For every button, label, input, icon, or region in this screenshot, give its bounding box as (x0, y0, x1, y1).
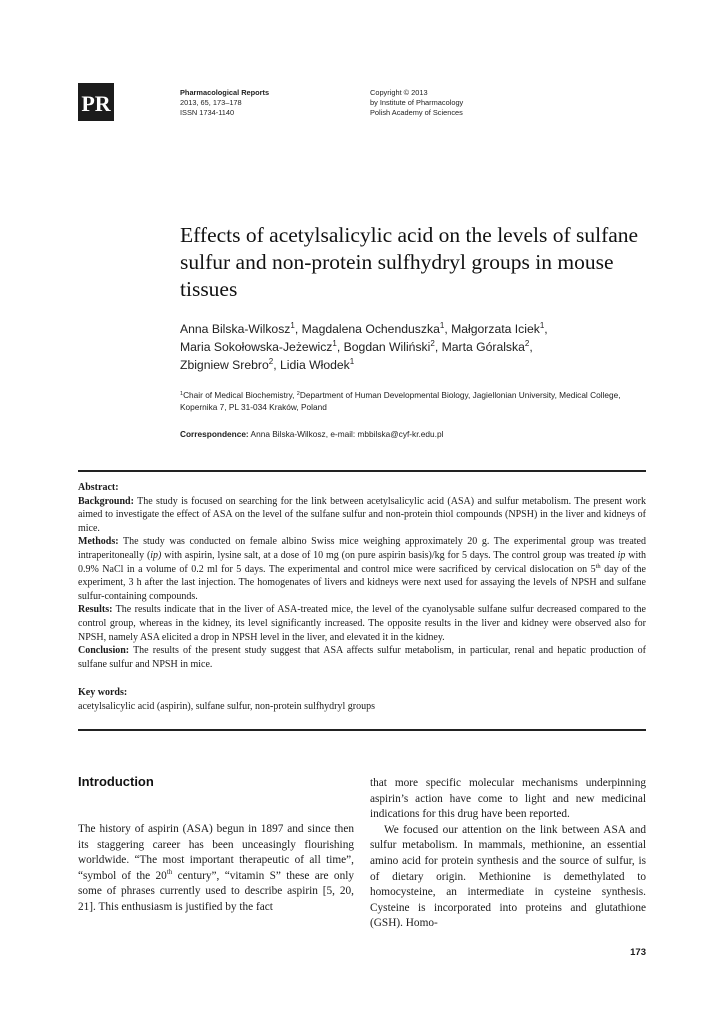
author-affiliation-mark: 1 (439, 321, 445, 330)
methods-label: Methods: (78, 536, 119, 548)
affiliation-mark: 1 (180, 391, 184, 397)
keywords-section (78, 686, 646, 713)
paragraph-superscript: th (166, 867, 173, 876)
methods-text: with 0.9% NaCl in a volume of 0.2 ml for 5 days. The experimental and control mice were sacrificed by cervical dislocation on 5 (78, 549, 647, 575)
author-name: Magdalena Ochenduszka (301, 322, 440, 336)
author-affiliation-mark: 2 (430, 339, 435, 348)
author-affiliation-mark: 2 (268, 357, 274, 366)
background-text: The study is focused on searching for the link between acetylsalicylic acid (ASA) and sulfur metabolism. The present work aimed to investigate the effect of ASA on the level of the sulfane sulfur and non-protein thiol compounds (NPSH) in the liver and kidneys of mice. (78, 495, 646, 534)
paragraph-text: century”, “vitamin S” these are only some of phrases currently used to describe aspirin [5, 20, 21]. This enthusiasm is justified by the fact (78, 869, 355, 913)
intro-paragraph-continued: that more specific molecular mechanisms underpinning aspirin’s action have come to light and new medicinal indications for this drug have been reported. (370, 777, 646, 821)
author-affiliation-mark: 1 (349, 357, 355, 366)
correspondence (180, 428, 640, 440)
abstract-heading: Abstract: (78, 482, 119, 493)
author-name: Bogdan Wiliński (343, 340, 431, 354)
keywords-text: acetylsalicylic acid (aspirin), sulfane sulfur, non-protein sulfhydryl groups (78, 700, 376, 712)
journal-issn: ISSN 1734-1140 (180, 108, 235, 117)
author-affiliation-mark: 1 (539, 321, 545, 330)
abstract-results (78, 603, 646, 644)
divider-top (78, 470, 646, 472)
author-name: Maria Sokołowska-Jeżewicz (180, 340, 333, 354)
author-name: Małgorzata Iciek (451, 322, 540, 336)
publisher-line-2: Polish Academy of Sciences (370, 108, 463, 117)
conclusion-text: The results of the present study suggest that ASA affects sulfur metabolism, in particular, renal and hepatic production of sulfane sulfur and NPSH in mice. (78, 645, 646, 670)
methods-text: day of the experiment, 3 h after the last injection. The homogenates of livers and kidneys were next used for assaying the levels of NPSH and sulfane sulfur-containing compounds. (78, 563, 646, 602)
abstract-background (78, 495, 646, 536)
author-name: Zbigniew Srebro (180, 358, 269, 372)
background-label: Background: (78, 495, 134, 507)
intro-paragraph-1 (78, 822, 354, 916)
journal-logo (78, 83, 114, 121)
correspondence-text: Anna Bilska-Wilkosz, e-mail: mbbilska@cyf-kr.edu.pl (248, 429, 444, 439)
author-list: Anna Bilska-Wilkosz$^1$, Magdalena Ochenduszka$^1$, Małgorzata Iciek$^1$, Maria Sokołowska-Jeżewicz$^1$, Bogdan Wiliński$^2$, Marta Góralska$^2$, Zbigniew Srebro$^2$, Lidia Włodek$^1$ (180, 321, 548, 372)
author-name: Lidia Włodek (279, 358, 350, 372)
author-name: Marta Góralska (441, 340, 525, 354)
page-number: 173 (630, 947, 646, 958)
journal-name: Pharmacological Reports (180, 88, 270, 97)
article-title: Effects of acetylsalicylic acid on the levels of sulfane sulfur and non-protein sulfhydryl groups in mouse tissues (180, 223, 639, 301)
author-affiliation-mark: 1 (332, 339, 337, 348)
keywords-heading: Key words: (78, 687, 128, 698)
conclusion-label: Conclusion: (78, 645, 130, 657)
results-label: Results: (78, 604, 113, 616)
correspondence-label: Correspondence: (180, 429, 249, 439)
body-column-right (370, 776, 646, 932)
affiliations (180, 389, 640, 413)
intro-paragraph-2: We focused our attention on the link between ASA and sulfur metabolism. In mammals, methionine, an essential amino acid for protein synthesis and the source of sulfur, is of dietary origin. Methionine is demethylated to homocysteine, an intermediate in cysteine synthesis. Cysteine is incorporated into proteins and glutathione (GSH). Homo- (370, 823, 646, 930)
abstract-methods (78, 535, 646, 603)
divider-bottom (78, 729, 646, 731)
affiliation-2: Department of Human Developmental Biology, Jagiellonian University, Medical College, Kopernika 7, PL 31-034 Kraków, Poland (180, 390, 621, 412)
publisher-line-1: by Institute of Pharmacology (370, 98, 464, 107)
journal-volume: 2013, 65, 173–178 (180, 98, 242, 107)
body-column-left (78, 822, 354, 916)
methods-text: with aspirin, lysine salt, at a dose of 10 mg (on pure aspirin basis)/kg for 5 days. The control group was treated (161, 549, 618, 561)
journal-info (180, 88, 269, 118)
introduction-heading: Introduction (78, 774, 154, 789)
author-affiliation-mark: 2 (524, 339, 530, 348)
paragraph-text: The history of aspirin (ASA) begun in 1897 and since then its staggering career has been unceasingly flourishing worldwide. “The most important therapeutic of all time”, “symbol of the 20 (78, 823, 354, 882)
author-name: Anna Bilska-Wilkosz (180, 322, 291, 336)
copyright-line: Copyright © 2013 (370, 88, 428, 97)
methods-italic: ip) (150, 549, 162, 561)
affiliation-1: Chair of Medical Biochemistry, (183, 390, 297, 400)
methods-superscript: th (595, 562, 601, 570)
abstract-conclusion (78, 644, 646, 671)
methods-text: The study was conducted on female albino Swiss mice weighing approximately 20 g. The experimental group was treated intraperitoneally ( (78, 536, 646, 561)
affiliation-mark: 2 (296, 391, 300, 397)
methods-italic: ip (617, 549, 626, 561)
logo-letters: PR (81, 91, 111, 116)
copyright-info (370, 88, 463, 118)
abstract-section (78, 481, 646, 671)
results-text: The results indicate that in the liver of ASA-treated mice, the level of the cyanolysable sulfane sulfur decreased compared to the control group, whereas in the kidney, its level significantly increased. The opposite results in the liver and kidney were observed also for NPSH, namely ASA elicited a drop in NPSH level in the liver, and elevated it in the kidney. (78, 604, 646, 643)
author-affiliation-mark: 1 (290, 321, 295, 330)
